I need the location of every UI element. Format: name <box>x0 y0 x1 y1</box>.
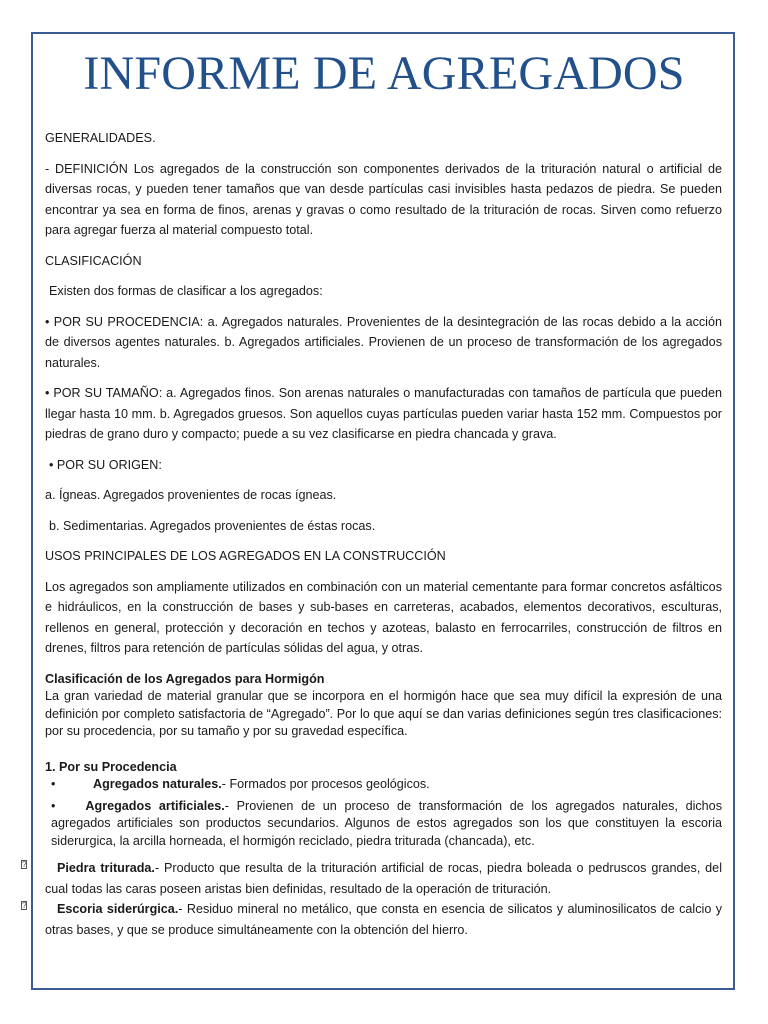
triturada-text: - Producto que resulta de la trituración artificial de rocas, piedra boleada o pedruscos grandes, del cual todas las caras poseen aristas bien definidas, resultado de la operación de trituración. <box>45 861 722 896</box>
sedimentarias-item: b. Sedimentarias. Agregados provenientes de éstas rocas. <box>49 518 376 533</box>
bullet-icon: • <box>51 777 56 791</box>
list-item <box>22 858 722 899</box>
document-title: INFORME DE AGREGADOS <box>83 47 685 100</box>
list-item <box>22 899 722 940</box>
tamano-paragraph: • POR SU TAMAÑO: a. Agregados finos. Son arenas naturales o manufacturadas con tamaños de partícula que pueden llegar hasta 10 mm. b. Agregados gruesos. Son aquellos cuyas partículas pueden variar hasta 152 mm. Compuestos por piedras de grano duro y compacto; puede a su vez clasificarse en piedra chancada y grava. <box>45 386 722 441</box>
bullet-icon: • <box>51 798 56 813</box>
igneas-item: a. Ígneas. Agregados provenientes de rocas ígneas. <box>45 488 337 502</box>
usos-heading: USOS PRINCIPALES DE LOS AGREGADOS EN LA CONSTRUCCIÓN <box>45 549 446 563</box>
generalidades-heading: GENERALIDADES. <box>45 131 156 145</box>
por-procedencia-heading: 1. Por su Procedencia <box>45 759 177 774</box>
list-item <box>45 776 722 794</box>
artificiales-label: Agregados artificiales. <box>85 798 225 813</box>
missing-glyph-icon: ? <box>22 901 27 910</box>
usos-paragraph: Los agregados son ampliamente utilizados en combinación con un material cementante para formar concretos asfálticos e hidráulicos, en la construcción de bases y sub-bases en carreteras, acabados, elementos decorativos, esculturas, rellenos en general, protección y decoración en techos y azoteas, balasto en ferrocarriles, construcción de filtros en drenes, filtros para retención de partículas sólidas del agua, y otras. <box>45 579 722 655</box>
hormigon-paragraph: La gran variedad de material granular que se incorpora en el hormigón hace que sea muy difícil la expresión de una definición por completo satisfactoria de “Agregado”. Por lo que aquí se dan varias definiciones según tres clasificaciones: por su procedencia, por su tamaño y por su gravedad específica. <box>45 689 722 738</box>
subtypes-section <box>22 858 722 940</box>
hormigon-section <box>45 671 722 741</box>
clasificacion-intro: Existen dos formas de clasificar a los agregados: <box>49 284 323 298</box>
origen-heading: • POR SU ORIGEN: <box>49 457 162 472</box>
naturales-text: - Formados por procesos geológicos. <box>221 777 430 791</box>
triturada-label: Piedra triturada. <box>57 861 155 875</box>
escoria-text: - Residuo mineral no metálico, que consta en esencia de silicatos y aluminosilicatos de calcio y otras bases, y que se produce simultáneamente con la obtención del hierro. <box>45 902 722 937</box>
list-item <box>45 798 722 851</box>
document-body <box>22 128 722 940</box>
clasificacion-heading: CLASIFICACIÓN <box>45 253 142 268</box>
naturales-label: Agregados naturales. <box>93 777 222 791</box>
missing-glyph-icon: ? <box>22 860 27 869</box>
definicion-paragraph: - DEFINICIÓN Los agregados de la construcción son componentes derivados de la trituración natural o artificial de diversas rocas, y pueden tener tamaños que van desde partículas casi invisibles hasta pedazos de piedra. Se pueden encontrar ya sea en forma de finos, arenas y gravas o como resultado de la trituración de rocas. Sirven como refuerzo para agregar fuerza al material compuesto total. <box>45 161 722 237</box>
por-procedencia-section <box>45 759 722 851</box>
hormigon-heading: Clasificación de los Agregados para Hormigón <box>45 671 325 686</box>
artificiales-text: - Provienen de un proceso de transformación de los agregados naturales, dichos agregados artificiales son productos secundarios. Algunos de estos agregados son los que constituyen la escoria siderurgica, la arcilla horneada, el hormigón reciclado, piedra triturada (chancada), etc. <box>51 798 722 848</box>
escoria-label: Escoria siderúrgica. <box>57 902 179 916</box>
procedencia-paragraph: • POR SU PROCEDENCIA: a. Agregados naturales. Provenientes de la desintegración de las rocas debido a la acción de diversos agentes naturales. b. Agregados artificiales. Provienen de un proceso de transformación de los agregados naturales. <box>45 314 722 370</box>
